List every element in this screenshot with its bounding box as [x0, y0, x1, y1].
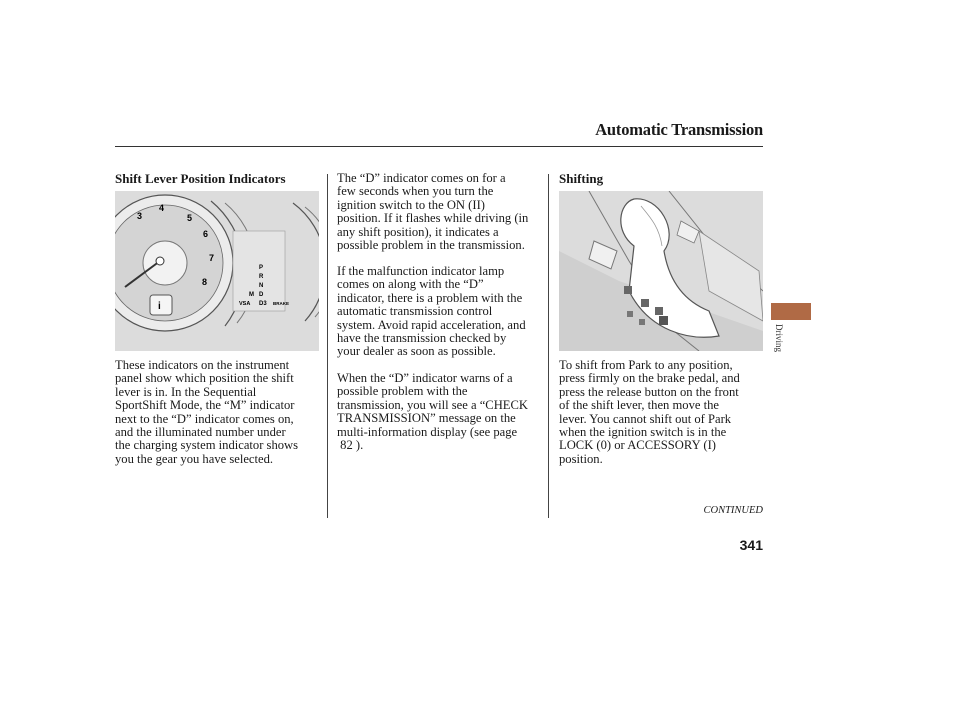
malfunction-paragraph [337, 265, 547, 359]
text-line: lever. You cannot shift out of Park [559, 411, 732, 426]
check-transmission-paragraph [337, 372, 547, 452]
right-gauge-arc [293, 203, 319, 321]
text-line: your dealer as soon as possible. [337, 344, 496, 359]
text-line: The “D” indicator comes on for a [337, 171, 506, 185]
gear-n: N [259, 283, 264, 289]
shifting-description [559, 359, 769, 466]
section-heading-indicators: Shift Lever Position Indicators [115, 171, 286, 186]
text-line: possible problem with the [337, 384, 468, 399]
column-divider-2 [548, 174, 549, 518]
header-rule [115, 146, 763, 147]
text-line: possible problem in the transmission. [337, 238, 525, 253]
indicators-description [115, 359, 325, 466]
shift-lever-drawing [559, 191, 763, 351]
text-line: automatic transmission control [337, 304, 493, 319]
text-line: indicator, there is a problem with the [337, 290, 523, 305]
d-indicator-paragraph [337, 172, 547, 252]
text-line: you the gear you have selected. [115, 451, 274, 466]
speedo-number-8: 8 [202, 277, 208, 287]
text-line: If the malfunction indicator lamp [337, 264, 505, 278]
speedo-number-7: 7 [209, 253, 215, 263]
text-line: TRANSMISSION” message on the [337, 411, 516, 426]
gate-marker-4 [659, 316, 668, 325]
continued-label: CONTINUED [703, 505, 763, 516]
text-line: position. [559, 451, 603, 466]
section-tab-label: Driving [774, 324, 784, 352]
speedo-number-3: 3 [137, 211, 143, 221]
text-line: lever is in. In the Sequential [115, 384, 257, 399]
text-line: press the release button on the front [559, 384, 739, 399]
needle-pivot [156, 257, 164, 265]
text-line: These indicators on the instrument [115, 358, 290, 372]
gear-p: P [259, 265, 264, 271]
text-line: the charging system indicator shows [115, 438, 299, 453]
gate-marker-1 [624, 286, 632, 294]
text-line: any shift position), it indicates a [337, 224, 499, 239]
text-line: To shift from Park to any position, [559, 358, 733, 372]
switch-2 [639, 319, 645, 325]
page-reference[interactable]: 82 ). [337, 438, 364, 453]
text-line: transmission, you will see a “CHECK [337, 397, 528, 412]
cupholder-button [589, 241, 617, 269]
text-line: next to the “D” indicator comes on, [115, 411, 294, 426]
instrument-cluster-figure [115, 191, 319, 351]
brake-label: BRAKE [273, 301, 290, 306]
column-divider-1 [327, 174, 328, 518]
text-line: LOCK (0) or ACCESSORY (I) [559, 438, 716, 453]
text-line: panel show which position the shift [115, 371, 294, 386]
gear-r: R [259, 274, 264, 280]
text-line: When the “D” indicator warns of a [337, 371, 513, 385]
text-line: of the shift lever, then move the [559, 398, 720, 413]
gear-d3: D3 [259, 301, 267, 307]
text-line: system. Avoid rapid acceleration, and [337, 317, 526, 332]
page-number: 341 [739, 537, 763, 553]
switch-1 [627, 311, 633, 317]
odometer-label: i [158, 301, 161, 312]
shift-lever-figure [559, 191, 763, 351]
console-trim-right [699, 231, 763, 321]
odometer-window [150, 295, 172, 315]
instrument-cluster-drawing [115, 191, 319, 351]
text-line: position. If it flashes while driving (in [337, 211, 529, 226]
vsa-label: VSA [239, 301, 251, 307]
page-title: Automatic Transmission [595, 120, 763, 139]
text-line: few seconds when you turn the [337, 184, 494, 199]
gate-marker-2 [641, 299, 649, 307]
gate-marker-3 [655, 307, 663, 315]
speedometer-hub [143, 241, 187, 285]
indicator-panel [233, 231, 285, 311]
text-line: press firmly on the brake pedal, and [559, 371, 740, 386]
gear-d: D [259, 292, 264, 298]
text-line: comes on along with the “D” [337, 277, 484, 292]
section-heading-shifting: Shifting [559, 171, 604, 186]
text-line: SportShift Mode, the “M” indicator [115, 398, 295, 413]
section-tab[interactable] [771, 303, 811, 320]
text-line: ignition switch to the ON (II) [337, 197, 485, 212]
speedo-number-4: 4 [159, 203, 165, 213]
gear-m: M [249, 292, 254, 298]
text-line: multi-information display (see page [337, 424, 518, 439]
text-line: when the ignition switch is in the [559, 425, 727, 440]
text-line: and the illuminated number under [115, 425, 286, 440]
text-line: have the transmission checked by [337, 331, 507, 346]
speedo-number-6: 6 [203, 229, 209, 239]
speedo-number-5: 5 [187, 213, 193, 223]
